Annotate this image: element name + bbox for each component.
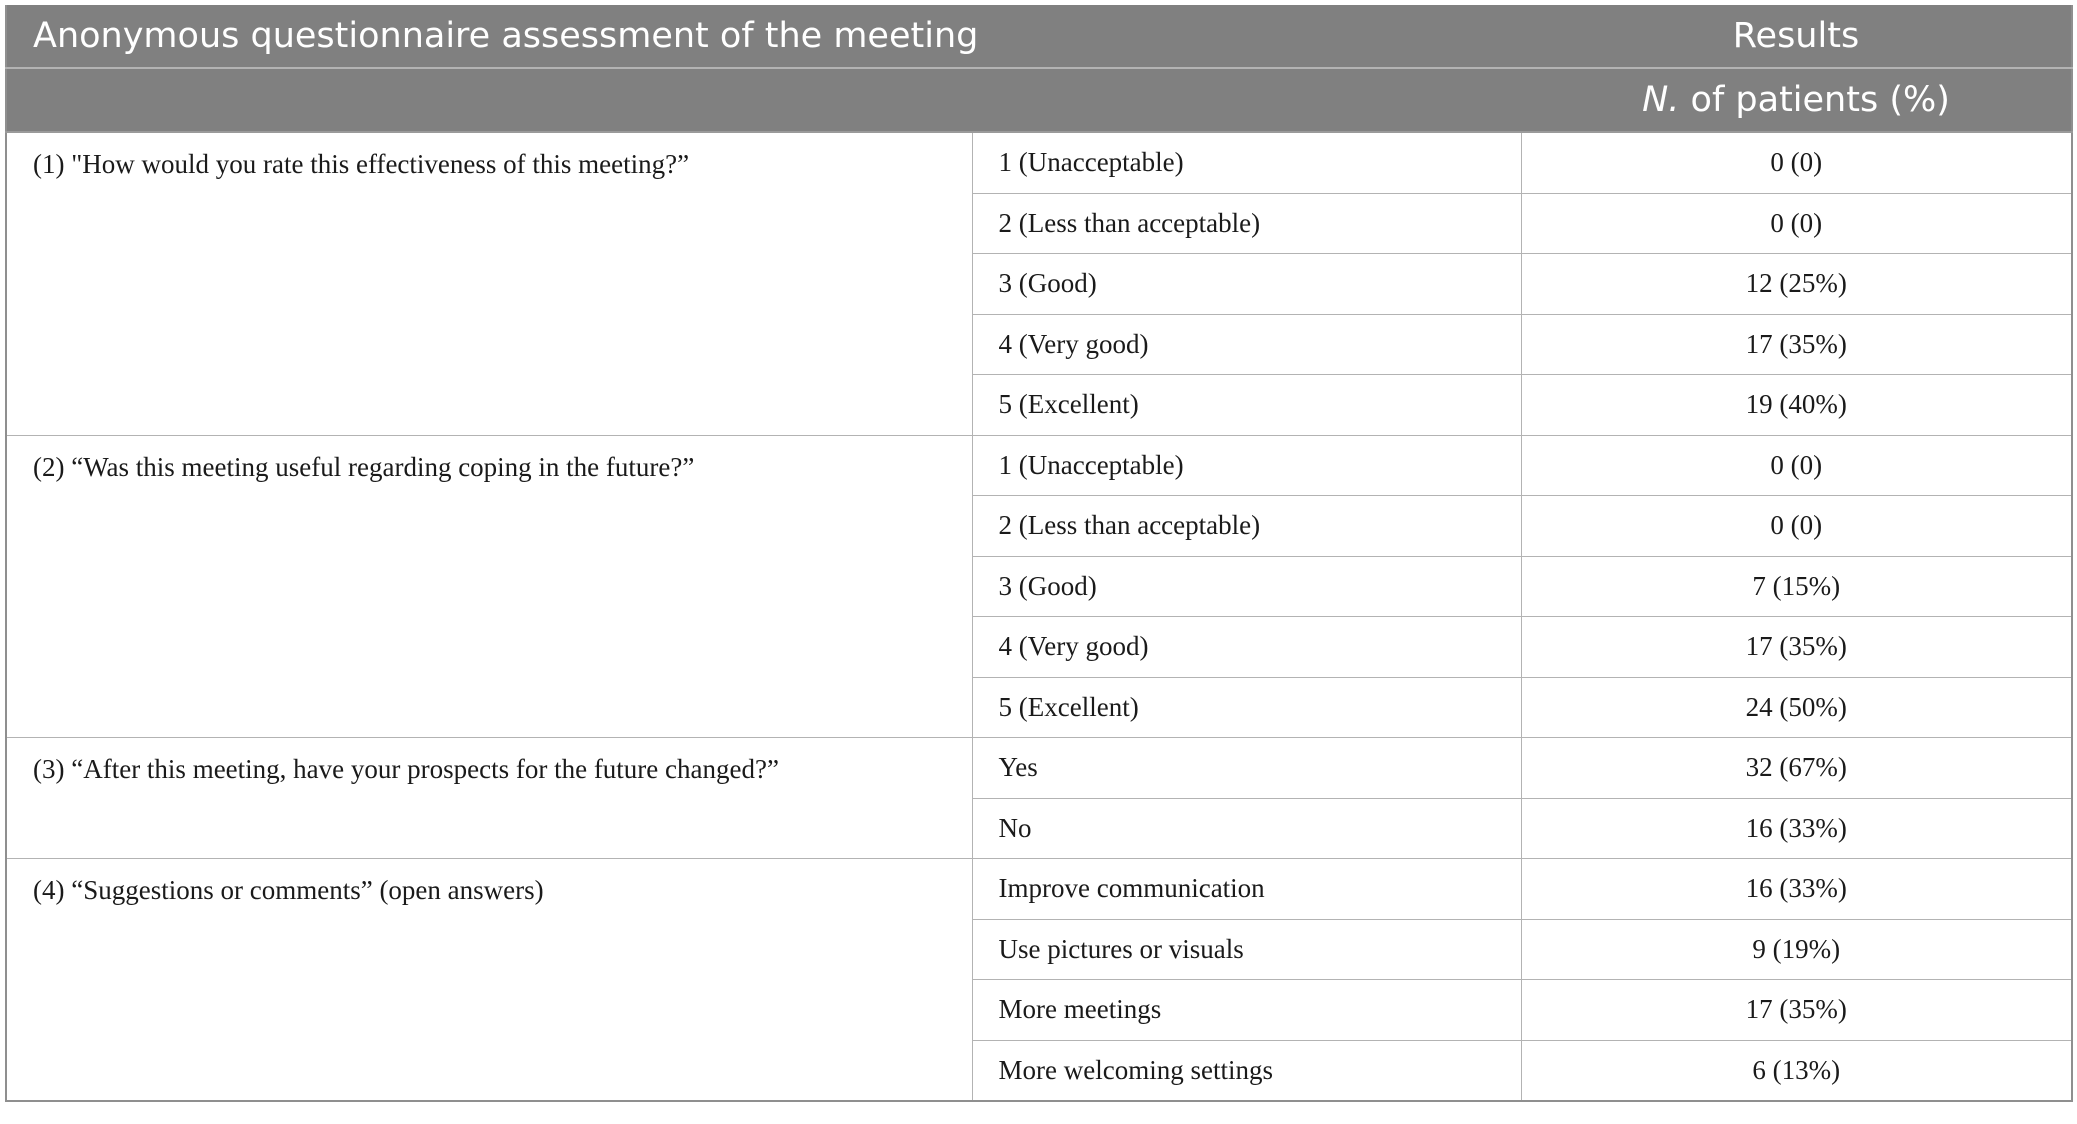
subheader-empty — [6, 68, 1521, 132]
table-title: Anonymous questionnaire assessment of the meeting — [6, 5, 1521, 68]
table-body — [6, 132, 2072, 1101]
answer-option-cell: 5 (Excellent) — [972, 375, 1521, 436]
table-row — [6, 738, 2072, 799]
result-value-cell: 7 (15%) — [1521, 556, 2072, 617]
result-value-cell: 17 (35%) — [1521, 617, 2072, 678]
answer-option-cell: 3 (Good) — [972, 556, 1521, 617]
answer-option-cell: 2 (Less than acceptable) — [972, 496, 1521, 557]
result-value-cell: 32 (67%) — [1521, 738, 2072, 799]
result-value-cell: 16 (33%) — [1521, 798, 2072, 859]
answer-option-cell: 2 (Less than acceptable) — [972, 193, 1521, 254]
result-value-cell: 24 (50%) — [1521, 677, 2072, 738]
result-value-cell: 19 (40%) — [1521, 375, 2072, 436]
patients-header-rest: of patients (%) — [1679, 80, 1950, 120]
question-cell: (3) “After this meeting, have your prospects for the future changed?” — [6, 738, 972, 859]
result-value-cell: 17 (35%) — [1521, 980, 2072, 1041]
answer-option-cell: Yes — [972, 738, 1521, 799]
result-value-cell: 0 (0) — [1521, 193, 2072, 254]
answer-option-cell: Use pictures or visuals — [972, 919, 1521, 980]
subheader-row — [6, 68, 2072, 132]
answer-option-cell: More meetings — [972, 980, 1521, 1041]
table-row — [6, 859, 2072, 920]
patients-header — [1521, 68, 2072, 132]
result-value-cell: 6 (13%) — [1521, 1040, 2072, 1101]
header-row — [6, 5, 2072, 68]
answer-option-cell: 1 (Unacceptable) — [972, 435, 1521, 496]
result-value-cell: 0 (0) — [1521, 435, 2072, 496]
result-value-cell: 16 (33%) — [1521, 859, 2072, 920]
answer-option-cell: More welcoming settings — [972, 1040, 1521, 1101]
results-header: Results — [1521, 5, 2072, 68]
result-value-cell: 9 (19%) — [1521, 919, 2072, 980]
question-cell: (1) "How would you rate this effectiveness of this meeting?” — [6, 132, 972, 435]
answer-option-cell: Improve communication — [972, 859, 1521, 920]
questionnaire-table — [5, 5, 2073, 1102]
result-value-cell: 0 (0) — [1521, 132, 2072, 193]
result-value-cell: 0 (0) — [1521, 496, 2072, 557]
patients-header-n: N. — [1642, 80, 1680, 120]
result-value-cell: 12 (25%) — [1521, 254, 2072, 315]
table-row — [6, 435, 2072, 496]
answer-option-cell: 1 (Unacceptable) — [972, 132, 1521, 193]
table-row — [6, 132, 2072, 193]
result-value-cell: 17 (35%) — [1521, 314, 2072, 375]
answer-option-cell: No — [972, 798, 1521, 859]
answer-option-cell: 3 (Good) — [972, 254, 1521, 315]
answer-option-cell: 4 (Very good) — [972, 617, 1521, 678]
question-cell: (2) “Was this meeting useful regarding coping in the future?” — [6, 435, 972, 738]
answer-option-cell: 4 (Very good) — [972, 314, 1521, 375]
answer-option-cell: 5 (Excellent) — [972, 677, 1521, 738]
question-cell: (4) “Suggestions or comments” (open answers) — [6, 859, 972, 1102]
